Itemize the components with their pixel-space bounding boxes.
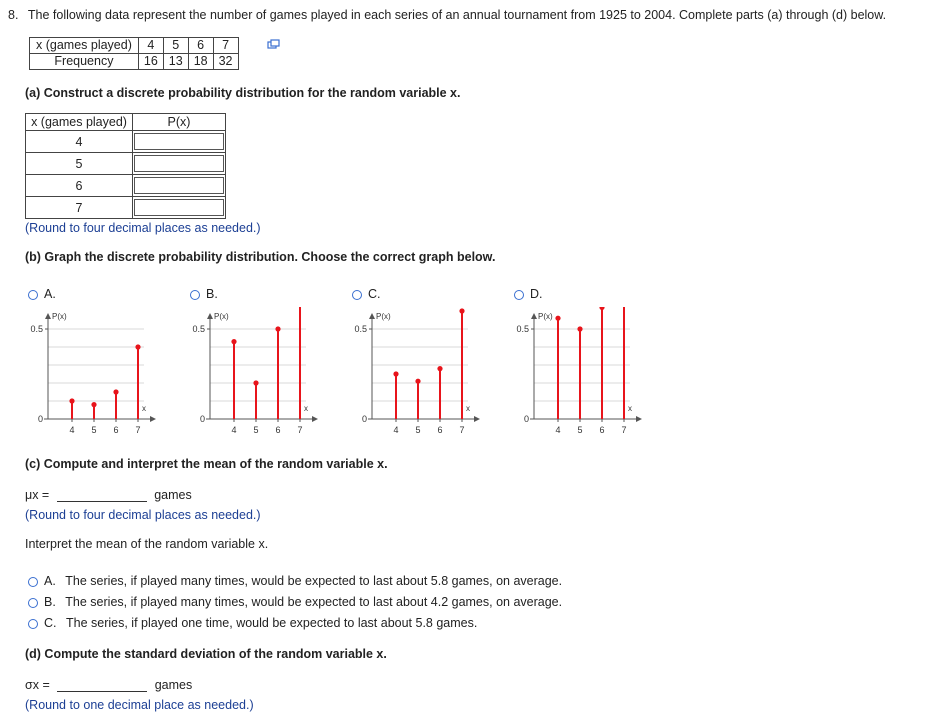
y-axis-arrow: [45, 313, 51, 319]
freq-f-row: [30, 54, 239, 70]
graph-option-a[interactable]: [28, 287, 146, 435]
stem-point: [135, 344, 140, 349]
x-tick-label: 4: [555, 425, 561, 435]
stem-point: [91, 402, 96, 407]
dist-x-value: 5: [26, 153, 133, 175]
mean-choice-a[interactable]: [28, 574, 562, 588]
option-letter: C.: [368, 287, 381, 301]
part-d-note: (Round to one decimal place as needed.): [25, 698, 254, 712]
mean-input[interactable]: [57, 488, 147, 502]
frequency-table: [29, 37, 239, 70]
x-tick-label: 4: [393, 425, 399, 435]
freq-x-label: x (games played): [30, 38, 139, 54]
dist-p-cell: [133, 197, 226, 219]
choice-text: The series, if played one time, would be expected to last about 5.8 games.: [65, 616, 478, 630]
part-c-note: (Round to four decimal places as needed.): [25, 508, 261, 522]
question-header: [8, 8, 886, 22]
graph-c-svg: [352, 307, 482, 457]
y-zero-label: 0: [361, 414, 367, 424]
dist-header-row: [26, 114, 226, 131]
p-input-5[interactable]: [134, 155, 224, 172]
graph-option-c[interactable]: [352, 287, 470, 435]
part-a-title: (a) Construct a discrete probability distribution for the random variable x.: [25, 86, 461, 100]
option-letter: A.: [44, 287, 56, 301]
graph-d-svg: [514, 307, 644, 457]
x-tick-label: 7: [135, 425, 141, 435]
x-tick-label: 4: [69, 425, 75, 435]
x-axis-arrow: [474, 416, 480, 422]
stem-point: [275, 326, 280, 331]
part-a-note: (Round to four decimal places as needed.): [25, 221, 261, 235]
dist-col-p: P(x): [133, 114, 226, 131]
dist-x-value: 7: [26, 197, 133, 219]
x-tick-label: 5: [91, 425, 97, 435]
y-tick-label: 0.5: [354, 324, 367, 334]
x-tick-label: 4: [231, 425, 237, 435]
x-axis-label: x: [304, 404, 308, 413]
dist-row: [26, 197, 226, 219]
mean-unit: games: [154, 488, 192, 502]
dist-x-value: 6: [26, 175, 133, 197]
y-tick-label: 0.5: [516, 324, 529, 334]
y-axis-arrow: [369, 313, 375, 319]
x-axis-arrow: [636, 416, 642, 422]
choice-letter: B.: [44, 595, 56, 609]
x-axis-label: x: [628, 404, 632, 413]
radio-button[interactable]: [190, 290, 200, 300]
y-axis-arrow: [207, 313, 213, 319]
x-tick-label: 5: [253, 425, 259, 435]
dist-p-cell: [133, 131, 226, 153]
radio-button[interactable]: [514, 290, 524, 300]
sd-unit: games: [154, 678, 193, 692]
p-input-7[interactable]: [134, 199, 224, 216]
graph-b-svg: [190, 307, 320, 457]
copy-data-icon[interactable]: [267, 39, 280, 53]
stem-point: [555, 316, 560, 321]
x-tick-label: 6: [437, 425, 443, 435]
option-letter: D.: [530, 287, 543, 301]
x-tick-label: 6: [599, 425, 605, 435]
x-tick-label: 6: [275, 425, 281, 435]
y-axis-label: P(x): [376, 312, 391, 321]
y-zero-label: 0: [37, 414, 43, 424]
stem-point: [393, 371, 398, 376]
graph-a-svg: [28, 307, 158, 457]
x-axis-label: x: [142, 404, 146, 413]
part-c-title: (c) Compute and interpret the mean of the random variable x.: [25, 457, 388, 471]
sigma-symbol: σx =: [25, 678, 50, 692]
dist-row: [26, 131, 226, 153]
sd-input[interactable]: [57, 678, 147, 692]
y-zero-label: 0: [199, 414, 205, 424]
x-tick-label: 7: [297, 425, 303, 435]
sd-answer-row: [25, 678, 192, 692]
x-axis-label: x: [466, 404, 470, 413]
freq-x-value: 6: [188, 38, 213, 54]
distribution-table: [25, 113, 226, 219]
graph-option-d[interactable]: [514, 287, 632, 435]
radio-button[interactable]: [28, 577, 38, 587]
freq-f-value: 16: [138, 54, 163, 70]
x-tick-label: 5: [577, 425, 583, 435]
radio-button[interactable]: [28, 598, 38, 608]
option-letter: B.: [206, 287, 218, 301]
freq-x-value: 5: [163, 38, 188, 54]
y-axis-label: P(x): [538, 312, 553, 321]
freq-f-value: 13: [163, 54, 188, 70]
x-tick-label: 7: [621, 425, 627, 435]
dist-p-cell: [133, 175, 226, 197]
choice-letter: C.: [44, 616, 57, 630]
dist-p-cell: [133, 153, 226, 175]
question-number: 8.: [8, 8, 19, 22]
interpret-prompt: Interpret the mean of the random variable x.: [25, 537, 269, 551]
y-zero-label: 0: [523, 414, 529, 424]
stem-point: [253, 380, 258, 385]
question-prompt: The following data represent the number of games played in each series of an annual tournament from 1925 to 2004. Complete parts (a) through (d) below.: [27, 8, 887, 22]
stem-point: [231, 339, 236, 344]
y-axis-label: P(x): [52, 312, 67, 321]
dist-x-value: 4: [26, 131, 133, 153]
p-input-4[interactable]: [134, 133, 224, 150]
dist-row: [26, 153, 226, 175]
radio-button[interactable]: [28, 619, 38, 629]
mean-choice-c[interactable]: [28, 616, 477, 630]
stem-point: [113, 389, 118, 394]
mu-symbol: μx =: [25, 488, 50, 502]
radio-button[interactable]: [28, 290, 38, 300]
stem-point: [577, 326, 582, 331]
stem-point: [459, 308, 464, 313]
radio-button[interactable]: [352, 290, 362, 300]
freq-x-row: [30, 38, 239, 54]
y-axis-label: P(x): [214, 312, 229, 321]
y-axis-arrow: [531, 313, 537, 319]
choice-letter: A.: [44, 574, 56, 588]
x-tick-label: 6: [113, 425, 119, 435]
stem-point: [69, 398, 74, 403]
freq-x-value: 7: [213, 38, 238, 54]
stem-point: [437, 366, 442, 371]
x-tick-label: 7: [459, 425, 465, 435]
stem-point: [599, 307, 604, 310]
dist-row: [26, 175, 226, 197]
dist-col-x: x (games played): [26, 114, 133, 131]
freq-x-value: 4: [138, 38, 163, 54]
stem-point: [415, 379, 420, 384]
p-input-6[interactable]: [134, 177, 224, 194]
mean-choice-b[interactable]: [28, 595, 562, 609]
y-tick-label: 0.5: [30, 324, 43, 334]
frequency-table-wrap: [29, 37, 239, 70]
freq-f-value: 32: [213, 54, 238, 70]
x-tick-label: 5: [415, 425, 421, 435]
x-axis-arrow: [312, 416, 318, 422]
x-axis-arrow: [150, 416, 156, 422]
mean-answer-row: [25, 488, 192, 502]
freq-f-label: Frequency: [30, 54, 139, 70]
part-d-title: (d) Compute the standard deviation of the random variable x.: [25, 647, 387, 661]
choice-text: The series, if played many times, would be expected to last about 4.2 games, on average.: [65, 595, 563, 609]
distribution-table-wrap: [25, 113, 226, 219]
freq-f-value: 18: [188, 54, 213, 70]
part-b-title: (b) Graph the discrete probability distribution. Choose the correct graph below.: [25, 250, 496, 264]
y-tick-label: 0.5: [192, 324, 205, 334]
choice-text: The series, if played many times, would be expected to last about 5.8 games, on average.: [65, 574, 563, 588]
graph-option-b[interactable]: [190, 287, 308, 435]
